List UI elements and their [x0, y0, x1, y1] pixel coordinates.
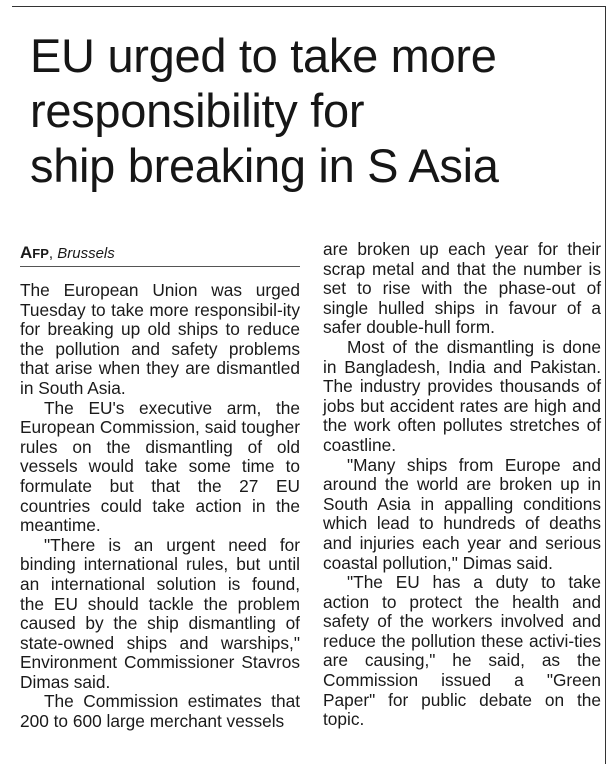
headline: [30, 28, 604, 193]
byline-agency-initial: A: [20, 243, 33, 262]
paragraph: Most of the dismantling is done in Bangladesh, India and Pakistan. The industry provides thousands of jobs but accident rates are high and the work often pollutes stretches of coastline.: [323, 336, 601, 455]
paragraph: "The EU has a duty to take action to protect the health and safety of the workers involved and reduce the pollution these activi-ties are causing," he said, as the Commission issued a "Green Paper" for public debate on the topic.: [323, 572, 601, 730]
byline-place: Brussels: [57, 245, 115, 262]
paragraph: are broken up each year for their scrap metal and that the number is set to rise with the phase-out of single hulled ships in favour of a safer double-hull form.: [323, 239, 601, 338]
right-rule: [605, 6, 606, 764]
paragraph: The EU's executive arm, the European Commission, said tougher rules on the dismantling of old vessels would take some time to formulate but that the 27 EU countries could take action in the meantime.: [20, 397, 300, 536]
paragraph: "There is an urgent need for binding international rules, but until an international solution is found, the EU should tackle the problem caused by the ship dismantling of state-owned ships and warships," Environment Commissioner Stavros Dimas said.: [20, 534, 300, 692]
byline: [20, 240, 300, 267]
article-column-right: [323, 240, 601, 730]
paragraph: The European Union was urged Tuesday to take more responsibil-ity for breaking up old ships to reduce the pollution and safety problems that arise when they are dismantled in South Asia.: [20, 280, 300, 398]
byline-agency-rest: FP: [32, 246, 49, 261]
article-column-left: [20, 240, 300, 732]
headline-line-2: responsibility for: [30, 84, 365, 137]
paragraph: The Commission estimates that 200 to 600 large merchant vessels: [20, 691, 300, 732]
top-rule: [12, 6, 606, 7]
headline-line-1: EU urged to take more: [30, 29, 497, 82]
byline-separator: ,: [48, 245, 54, 262]
headline-line-3: ship breaking in S Asia: [30, 139, 499, 192]
paragraph: "Many ships from Europe and around the world are broken up in South Asia in appalling conditions which lead to hundreds of deaths and injuries each year and serious coastal pollution," Dimas said.: [323, 454, 601, 573]
